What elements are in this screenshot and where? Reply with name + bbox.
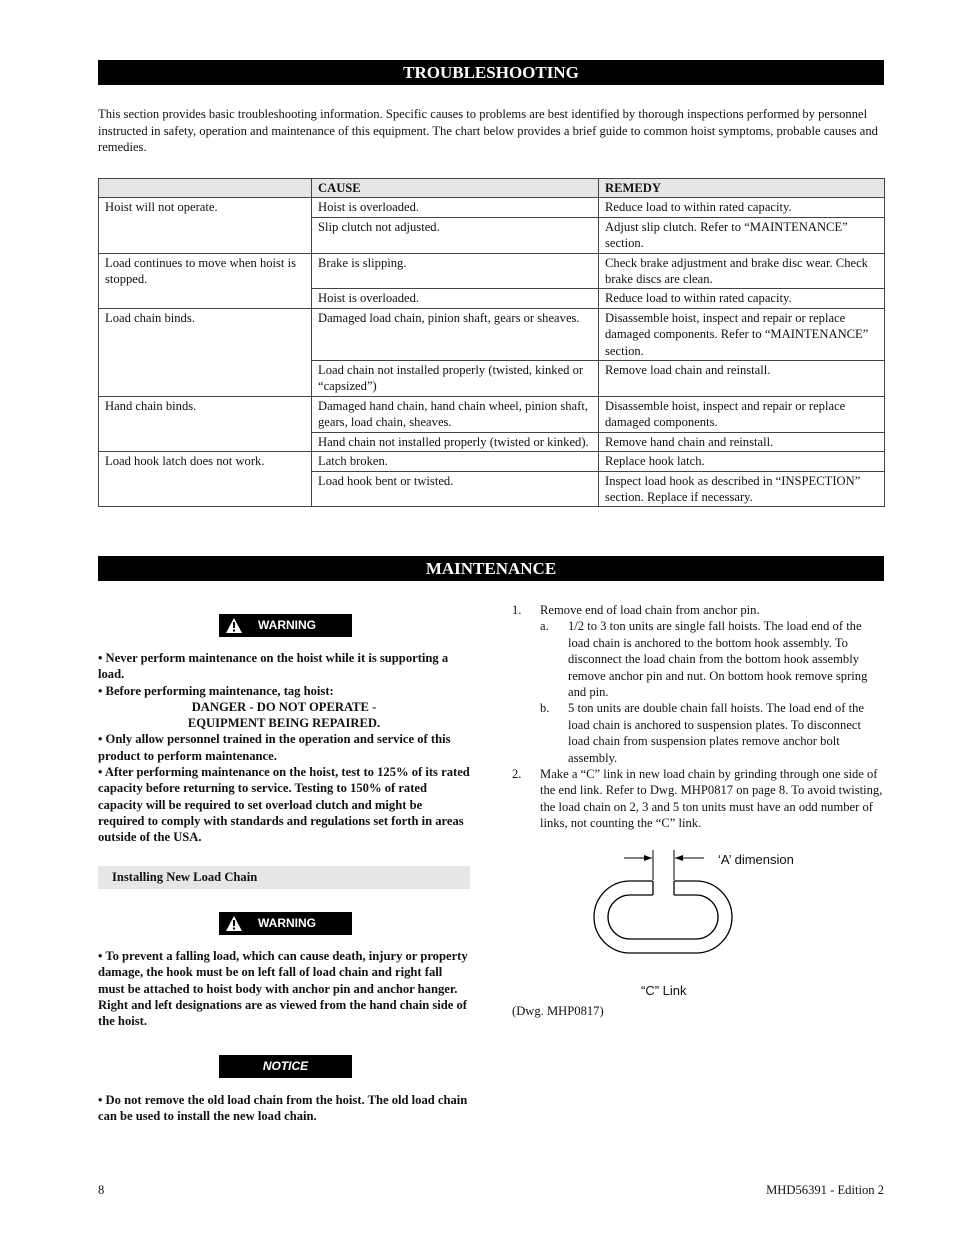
troubleshooting-table [98,178,885,507]
cause-cell: Latch broken. [312,452,599,471]
step-text: Remove end of load chain from anchor pin. [540,603,760,617]
remedy-cell: Remove hand chain and reinstall. [599,432,885,451]
substep-text: 1/2 to 3 ton units are single fall hoists. The load end of the load chain is anchored to the bottom hook assembly. To disconnect the load chain from the bottom hook assembly remove anchor pin and nut. On bottom hook remove spring and pin. [568,619,868,700]
figure-caption: (Dwg. MHP0817) [512,1004,604,1018]
cause-cell: Hand chain not installed properly (twisted or kinked). [312,432,599,451]
remedy-cell: Reduce load to within rated capacity. [599,289,885,308]
danger-line: DANGER - DO NOT OPERATE - [191,699,377,714]
substep-letter: a. [540,619,549,634]
warning-triangle-icon [225,617,243,634]
document-id: MHD56391 - Edition 2 [766,1183,884,1197]
remedy-cell: Check brake adjustment and brake disc wear. Check brake discs are clean. [599,253,885,289]
remedy-cell: Disassemble hoist, inspect and repair or replace damaged components. [599,396,885,432]
table-row [99,198,885,217]
remedy-cell: Replace hook latch. [599,452,885,471]
cause-cell: Damaged hand chain, hand chain wheel, pinion shaft, gears, load chain, sheaves. [312,396,599,432]
warning-tag [219,614,352,637]
symptom-cell: Load chain binds. [99,308,312,396]
warning-point: • Never perform maintenance on the hoist while it is supporting a load. [98,651,449,682]
troubleshooting-intro: This section provides basic troubleshooting information. Specific causes to problems are best identified by thorough inspections performed by personnel instructed in safety, operation and maintenance of this equipment. The chart below provides a brief guide to common hoist symptoms, probable causes and remedies. [98,107,878,155]
warning-text-1 [98,650,470,846]
warning-point: • Before performing maintenance, tag hoist: [98,683,334,698]
warning-label: WARNING [258,916,316,930]
step-text: Make a “C” link in new load chain by grinding through one side of the end link. Refer to Dwg. MHP0817 on page 8. To avoid twisting, the load chain on 2, 3 and 5 ton units must have an odd number of links, not counting the “C” link. [540,767,883,831]
list-item [512,618,884,700]
cause-cell: Damaged load chain, pinion shaft, gears or sheaves. [312,308,599,360]
table-row [99,253,885,289]
cause-cell: Hoist is overloaded. [312,198,599,217]
remedy-cell: Disassemble hoist, inspect and repair or replace damaged components. Refer to “MAINTENANCE” section. [599,308,885,360]
danger-line: EQUIPMENT BEING REPAIRED. [187,716,381,731]
warning-label: WARNING [258,618,316,632]
list-item [512,766,884,832]
troubleshooting-title: TROUBLESHOOTING [98,60,884,85]
warning-text-2: • To prevent a falling load, which can cause death, injury or property damage, the hook must be on left fall of load chain and right fall must be attached to hoist body with anchor pin and anchor hanger. Right and left designations are as viewed from the hand chain side of the hoist. [98,949,468,1029]
warning-tag [219,912,352,935]
dimension-label: ‘A’ dimension [718,852,794,867]
warning-triangle-icon [225,915,243,932]
warning-point: • Only allow personnel trained in the operation and service of this product to perform maintenance. [98,732,451,763]
step-number: 2. [512,767,522,782]
table-row [99,452,885,471]
substep-letter: b. [540,701,550,716]
table-header-row [99,179,885,198]
symptom-cell: Hoist will not operate. [99,198,312,253]
notice-tag: NOTICE [219,1055,352,1078]
notice-text: • Do not remove the old load chain from the hoist. The old load chain can be used to install the new load chain. [98,1093,468,1124]
subheading-text: Installing New Load Chain [112,870,258,884]
cause-cell: Hoist is overloaded. [312,289,599,308]
cause-header: CAUSE [312,179,599,198]
cause-cell: Slip clutch not adjusted. [312,217,599,253]
list-item [512,700,884,766]
symptom-cell: Hand chain binds. [99,396,312,451]
symptom-cell: Load continues to move when hoist is stopped. [99,253,312,308]
substep-text: 5 ton units are double chain fall hoists. The load end of the load chain is anchored to suspension plates. To disconnect load chain from suspension plates remove anchor bolt assembly. [568,701,865,765]
remedy-cell: Remove load chain and reinstall. [599,361,885,397]
cause-cell: Load chain not installed properly (twisted, kinked or “capsized”) [312,361,599,397]
warning-point: • After performing maintenance on the hoist, test to 125% of its rated capacity before returning to service. Testing to 150% of rated capacity will be required to set overload clutch and might be required to comply with standards and regulations set forth in areas outside of the USA. [98,765,470,845]
remedy-cell: Inspect load hook as described in “INSPECTION” section. Replace if necessary. [599,471,885,507]
maintenance-title: MAINTENANCE [98,556,884,581]
symptom-header [99,179,312,198]
remedy-header: REMEDY [599,179,885,198]
table-row [99,396,885,432]
steps-list [512,602,884,832]
remedy-cell: Adjust slip clutch. Refer to “MAINTENANCE” section. [599,217,885,253]
cause-cell: Brake is slipping. [312,253,599,289]
installing-subheading [98,866,470,889]
table-row [99,308,885,360]
list-item [512,602,884,618]
step-number: 1. [512,603,522,617]
symptom-cell: Load hook latch does not work. [99,452,312,507]
remedy-cell: Reduce load to within rated capacity. [599,198,885,217]
page-number: 8 [98,1183,105,1197]
cause-cell: Load hook bent or twisted. [312,471,599,507]
c-link-label: “C” Link [641,983,687,998]
